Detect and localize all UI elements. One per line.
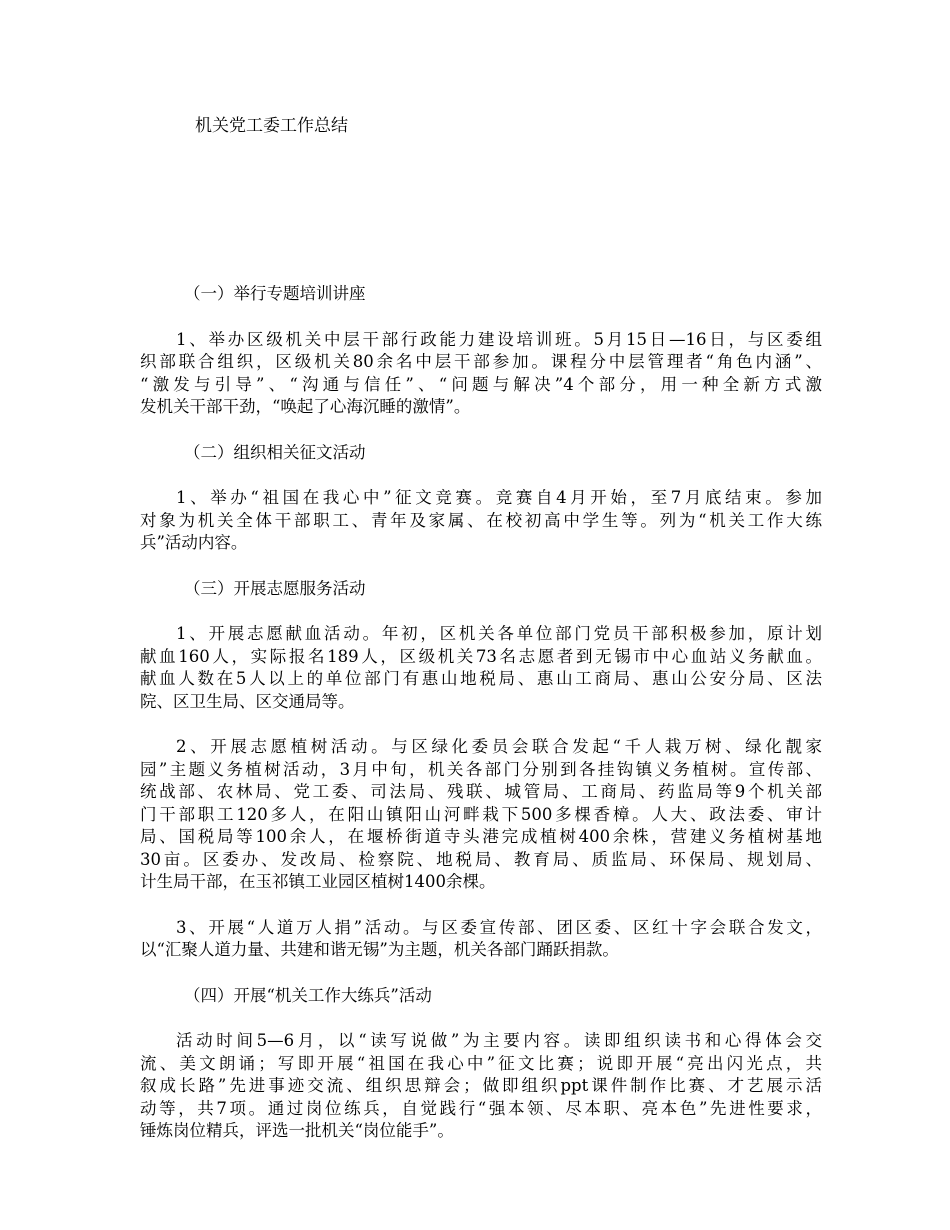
section-heading-2: （二）组织相关征文活动 [184,442,366,462]
text-line: 动等，共7项。通过岗位练兵，自觉践行“强本领、尽本职、亮本色”先进性要求， [140,1098,822,1118]
text-line: 对象为机关全体干部职工、青年及家属、在校初高中学生等。列为“机关工作大练 [140,510,822,530]
text-line: 1、开展志愿献血活动。年初，区机关各单位部门党员干部积极参加，原计划 [176,624,822,643]
section-heading-4: （四）开展“机关工作大练兵”活动 [184,985,432,1005]
text-line: 30亩。区委办、发改局、检察院、地税局、教育局、质监局、环保局、规划局、 [140,849,822,869]
text-line: 活动时间5—6月，以“读写说做”为主要内容。读即组织读书和心得体会交 [176,1031,822,1050]
paragraph-1-1 [140,329,822,419]
text-line: “激发与引导”、“沟通与信任”、“问题与解决”4个部分，用一种全新方式激 [140,374,822,394]
text-line: 统战部、农林局、党工委、司法局、残联、城管局、工商局、药监局等9个机关部 [140,782,822,801]
paragraph-3-2 [140,736,822,894]
text-line: 1、举办区级机关中层干部行政能力建设培训班。5月15日—16日，与区委组 [176,329,822,349]
text-line: 3、开展“人道万人捐”活动。与区委宣传部、团区委、区红十字会联合发文， [176,917,822,937]
text-line: 锤炼岗位精兵，评选一批机关“岗位能手”。 [140,1121,454,1140]
text-line: 园”主题义务植树活动，3月中旬，机关各部门分别到各挂钩镇义务植树。宣传部、 [140,759,822,779]
text-line: 发机关干部干劲，“唤起了心海沉睡的激情”。 [140,397,471,416]
paragraph-3-1 [140,623,822,713]
text-line: 献血人数在5人以上的单位部门有惠山地税局、惠山工商局、惠山公安分局、区法 [140,669,822,688]
text-line: 织部联合组织，区级机关80余名中层干部参加。课程分中层管理者“角色内涵”、 [140,352,822,371]
document-title: 机关党工委工作总结 [195,116,348,136]
paragraph-4-1 [140,1030,822,1143]
text-line: 兵”活动内容。 [140,533,248,552]
text-line: 门干部职工120多人，在阳山镇阳山河畔栽下500多棵香樟。人大、政法委、审计 [140,804,822,824]
text-line: 1、举办“祖国在我心中”征文竞赛。竞赛自4月开始，至7月底结束。参加 [176,488,822,507]
paragraph-3-3 [140,917,822,962]
text-line: 献血160人，实际报名189人，区级机关73名志愿者到无锡市中心血站义务献血。 [140,646,822,666]
text-line: 局、国税局等100余人，在堰桥街道寺头港完成植树400余株，营建义务植树基地 [140,827,822,846]
section-heading-3: （三）开展志愿服务活动 [184,578,366,598]
text-line: 2、开展志愿植树活动。与区绿化委员会联合发起“千人栽万树、绿化靓家 [176,737,822,756]
text-line: 院、区卫生局、区交通局等。 [140,691,355,711]
document-body [140,283,822,1166]
text-line: 流、美文朗诵；写即开展“祖国在我心中”征文比赛；说即开展“亮出闪光点，共 [140,1053,822,1073]
text-line: 叙成长路”先进事迹交流、组织思辩会；做即组织ppt课件制作比赛、才艺展示活 [140,1076,822,1095]
paragraph-2-1 [140,487,822,555]
section-heading-1: （一）举行专题培训讲座 [184,284,366,303]
text-line: 以“汇聚人道力量、共建和谐无锡”为主题，机关各部门踊跃捐款。 [140,940,619,959]
text-line: 计生局干部，在玉祁镇工业园区植树1400余棵。 [140,872,496,891]
